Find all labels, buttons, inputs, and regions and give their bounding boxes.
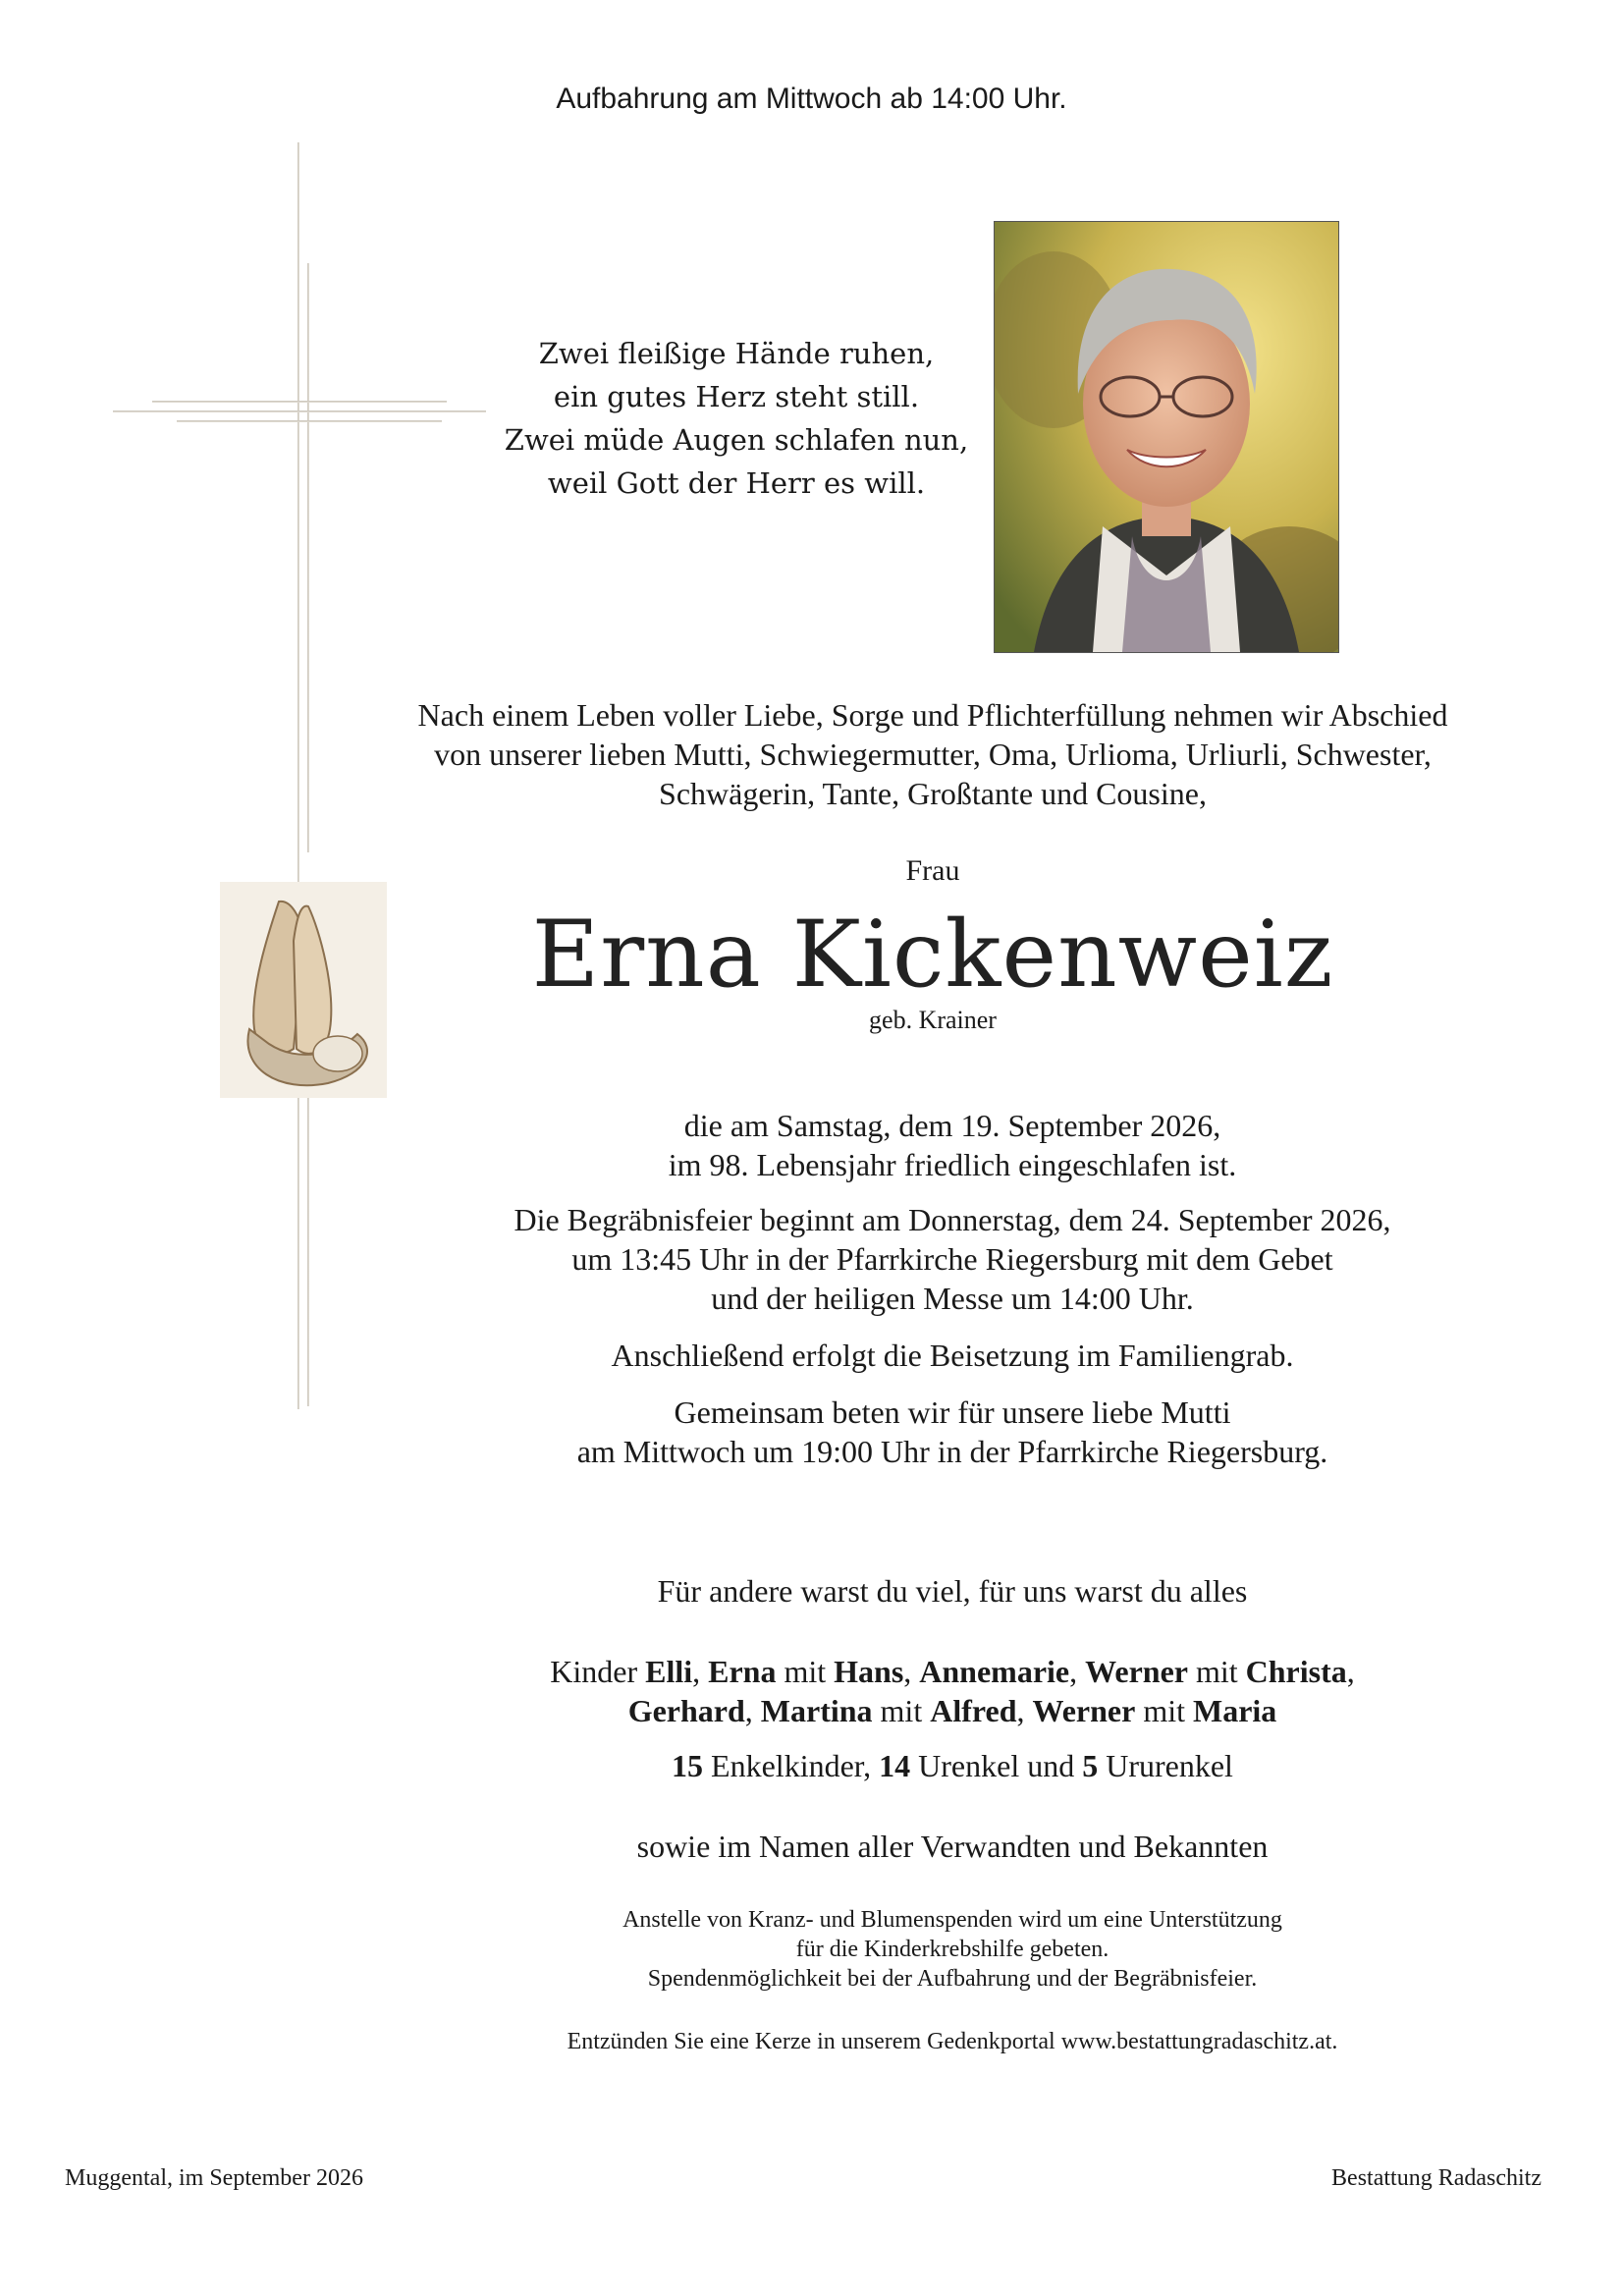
family-text: mit	[776, 1654, 835, 1689]
praying-hands-image	[210, 882, 387, 1098]
family-name: Elli	[645, 1654, 693, 1689]
family-line-2	[412, 1691, 1492, 1730]
family-text: ,	[903, 1654, 920, 1689]
family-name: 14	[879, 1748, 911, 1783]
candle-portal-notice: Entzünden Sie eine Kerze in unserem Gedenkportal www.bestattungradaschitz.at.	[567, 2029, 1338, 2054]
death-line: die am Samstag, dem 19. September 2026,	[683, 1108, 1221, 1143]
family-name: Gerhard	[627, 1693, 745, 1728]
family-name: 5	[1082, 1748, 1099, 1783]
prayer-line: Gemeinsam beten wir für unsere liebe Mutti	[674, 1394, 1231, 1430]
maiden-name: geb. Krainer	[869, 1006, 997, 1034]
farewell-line: von unserer lieben Mutti, Schwiegermutter, Oma, Urlioma, Urliurli, Schwester,	[434, 737, 1432, 772]
family-name: Annemarie	[919, 1654, 1070, 1689]
funeral-info	[412, 1200, 1492, 1318]
memorial-verse	[422, 332, 1051, 505]
saying: Für andere warst du viel, für uns warst du alles	[657, 1573, 1248, 1609]
donation-line: für die Kinderkrebshilfe gebeten.	[795, 1937, 1109, 1962]
donation-line: Spendenmöglichkeit bei der Aufbahrung und der Begräbnisfeier.	[647, 1966, 1258, 1992]
family-line-1	[412, 1652, 1492, 1691]
relatives-line: sowie im Namen aller Verwandten und Bekannten	[636, 1829, 1269, 1864]
family-text: mit	[1187, 1654, 1246, 1689]
family-text: ,	[1346, 1654, 1355, 1689]
family-text: ,	[744, 1693, 761, 1728]
family-name: Christa	[1245, 1654, 1347, 1689]
funeral-line: um 13:45 Uhr in der Pfarrkirche Riegersburg mit dem Gebet	[571, 1241, 1333, 1277]
grandchildren-line	[412, 1748, 1492, 1784]
family-name: Martina	[760, 1693, 873, 1728]
family-text: Urenkel und	[910, 1748, 1083, 1783]
deceased-name: Erna Kickenweiz	[531, 902, 1334, 1009]
place-date: Muggental, im September 2026	[65, 2165, 363, 2191]
viewing-notice: Aufbahrung am Mittwoch ab 14:00 Uhr.	[556, 82, 1067, 115]
salutation: Frau	[905, 854, 960, 887]
family-name: Werner	[1085, 1654, 1188, 1689]
funeral-line: und der heiligen Messe um 14:00 Uhr.	[711, 1281, 1194, 1316]
verse-line: Zwei müde Augen schlafen nun,	[504, 423, 969, 457]
verse-line: ein gutes Herz steht still.	[553, 380, 920, 413]
family-name: 15	[672, 1748, 704, 1783]
family-text: Kinder	[550, 1654, 646, 1689]
family-name: Hans	[834, 1654, 904, 1689]
verse-line: Zwei fleißige Hände ruhen,	[538, 337, 935, 370]
verse-line: weil Gott der Herr es will.	[547, 466, 926, 500]
family-text: Ururenkel	[1098, 1748, 1233, 1783]
prayer-info	[412, 1393, 1492, 1471]
farewell-line: Schwägerin, Tante, Großtante und Cousine,	[659, 776, 1207, 811]
family-text: mit	[1135, 1693, 1193, 1728]
family-name: Erna	[708, 1654, 777, 1689]
family-text: ,	[1016, 1693, 1033, 1728]
family-text: Enkelkinder,	[703, 1748, 880, 1783]
donation-line: Anstelle von Kranz- und Blumenspenden wird um eine Unterstützung	[622, 1907, 1282, 1933]
farewell-line: Nach einem Leben voller Liebe, Sorge und Pflichterfüllung nehmen wir Abschied	[417, 697, 1448, 733]
death-notice	[412, 1106, 1492, 1184]
family-text: mit	[872, 1693, 931, 1728]
family-text: ,	[1069, 1654, 1086, 1689]
family-name: Werner	[1032, 1693, 1136, 1728]
family-mourners	[412, 1652, 1492, 1730]
family-text: ,	[692, 1654, 709, 1689]
family-name: Maria	[1193, 1693, 1277, 1728]
family-name: Alfred	[930, 1693, 1017, 1728]
undertaker-name: Bestattung Radaschitz	[1331, 2165, 1542, 2191]
death-line: im 98. Lebensjahr friedlich eingeschlafen ist.	[668, 1147, 1237, 1182]
funeral-line: Die Begräbnisfeier beginnt am Donnerstag, dem 24. September 2026,	[514, 1202, 1391, 1237]
farewell-text	[295, 695, 1571, 813]
donation-request	[461, 1905, 1443, 1994]
prayer-line: am Mittwoch um 19:00 Uhr in der Pfarrkirche Riegersburg.	[576, 1434, 1328, 1469]
burial-info: Anschließend erfolgt die Beisetzung im Familiengrab.	[611, 1338, 1294, 1373]
portrait-photo	[994, 221, 1339, 653]
